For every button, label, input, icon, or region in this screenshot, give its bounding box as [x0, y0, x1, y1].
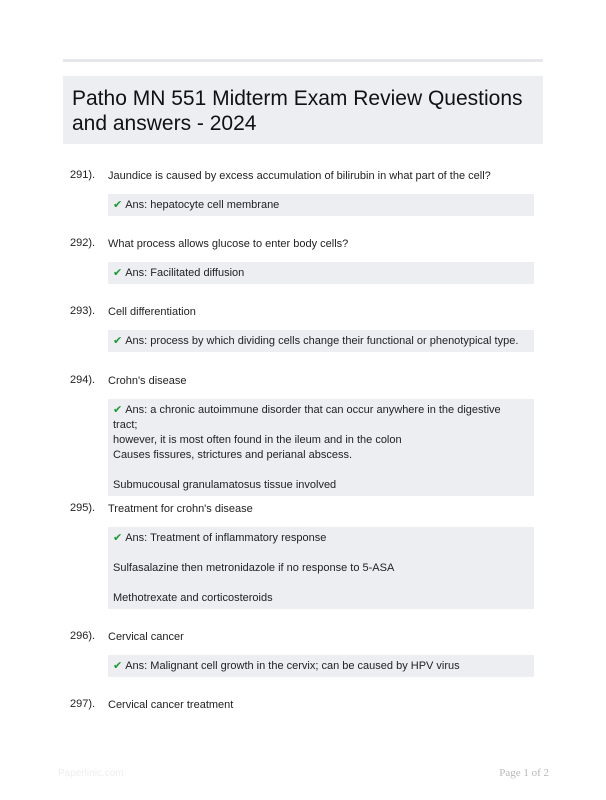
question-text: Treatment for crohn's disease — [108, 503, 253, 515]
answer-box — [108, 262, 534, 284]
question-number: 293). — [70, 305, 96, 317]
answer-text: Ans: hepatocyte cell membrane — [125, 199, 280, 211]
watermark: Paperlinic.com — [58, 768, 124, 779]
question-text: Crohn's disease — [108, 375, 187, 387]
question-text: Cell differentiation — [108, 306, 196, 318]
page-number: Page 1 of 2 — [499, 767, 549, 779]
answer-text: Ans: Malignant cell growth in the cervix; can be caused by HPV virus — [125, 660, 460, 672]
answer-box — [108, 194, 534, 216]
checkmark-icon: ✔ — [113, 266, 123, 279]
answer-text: Ans: Treatment of inflammatory response — [125, 532, 327, 544]
answer-text: Methotrexate and corticosteroids — [113, 592, 273, 604]
header-rule — [63, 59, 543, 62]
question-number: 295). — [70, 502, 96, 514]
answer-text: Ans: Facilitated diffusion — [125, 267, 245, 279]
page-title: Patho MN 551 Midterm Exam Review Questions and answers - 2024 — [72, 87, 523, 135]
question-number: 297). — [70, 698, 96, 710]
checkmark-icon: ✔ — [113, 659, 123, 672]
question-number: 296). — [70, 630, 96, 642]
answer-text: Causes fissures, strictures and perianal abscess. — [113, 449, 353, 461]
answer-text: Ans: process by which dividing cells change their functional or phenotypical type. — [125, 335, 519, 347]
title-banner — [63, 76, 543, 144]
answer-text: however, it is most often found in the ileum and in the colon — [113, 434, 402, 446]
question-text: What process allows glucose to enter body cells? — [108, 238, 349, 250]
answer-text: Ans: a chronic autoimmune disorder that can occur anywhere in the digestive tract; — [113, 404, 501, 431]
question-text: Cervical cancer treatment — [108, 699, 234, 711]
question-number: 294). — [70, 374, 96, 386]
question-text: Cervical cancer — [108, 631, 184, 643]
answer-box — [108, 399, 534, 496]
checkmark-icon: ✔ — [113, 334, 123, 347]
answer-text: Submucousal granulamatosus tissue involved — [113, 479, 337, 491]
question-number: 292). — [70, 237, 96, 249]
checkmark-icon: ✔ — [113, 531, 123, 544]
answer-box — [108, 330, 534, 352]
question-text: Jaundice is caused by excess accumulation of bilirubin in what part of the cell? — [108, 170, 491, 182]
answer-text: Sulfasalazine then metronidazole if no response to 5-ASA — [113, 562, 395, 574]
checkmark-icon: ✔ — [113, 198, 123, 211]
answer-box — [108, 527, 534, 609]
answer-box — [108, 655, 534, 677]
question-number: 291). — [70, 169, 96, 181]
checkmark-icon: ✔ — [113, 403, 123, 416]
